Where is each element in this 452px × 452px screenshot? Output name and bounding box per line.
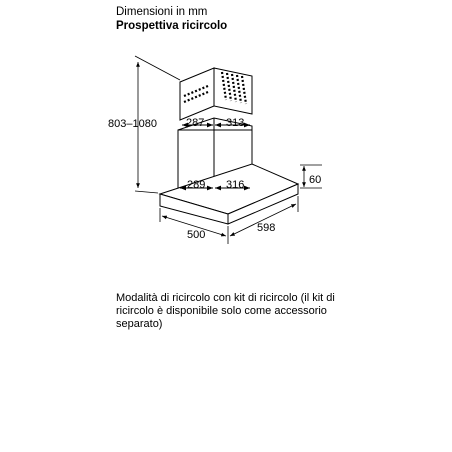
height-range-label: 803–1080 — [108, 118, 157, 130]
page-subtitle: Prospettiva ricircolo — [116, 20, 228, 32]
upper-chimney-width-label: 313 — [226, 117, 245, 129]
upper-chimney — [180, 68, 252, 120]
lower-chimney-width-label: 316 — [226, 179, 245, 191]
canopy-thickness-label: 60 — [309, 174, 322, 186]
recirculation-caption: Modalità di ricircolo con kit di ricircolo (il kit di ricircolo è disponibile solo come accessorio separato) — [116, 292, 335, 330]
canopy-depth-label: 500 — [187, 229, 206, 241]
page-title: Dimensioni in mm — [116, 6, 208, 18]
canopy-width-label: 598 — [257, 222, 276, 234]
upper-chimney-depth-label: 287 — [186, 117, 205, 129]
lower-chimney-depth-label: 289 — [187, 179, 206, 191]
